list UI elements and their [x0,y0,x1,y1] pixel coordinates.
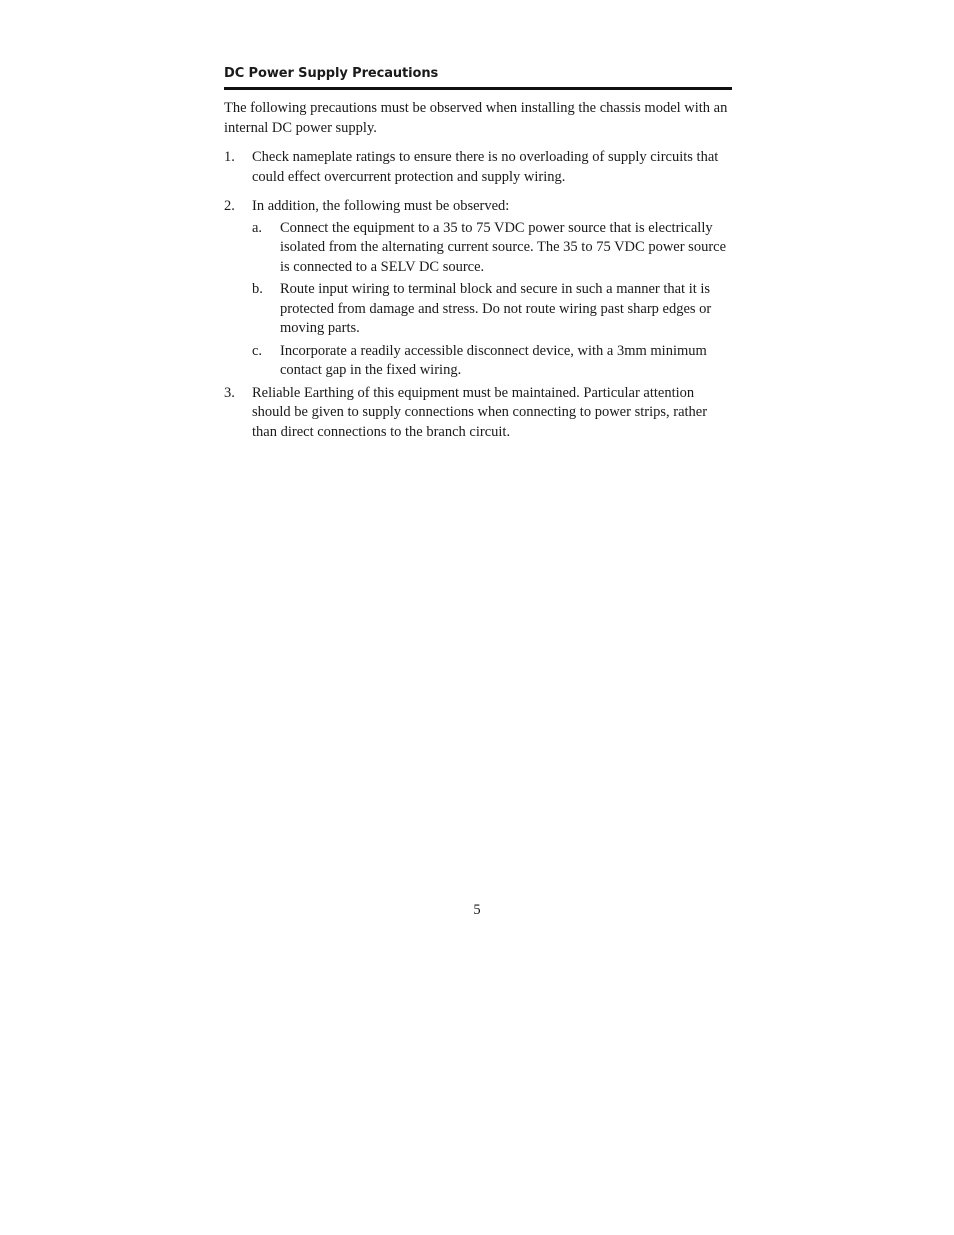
list-item-2 [224,197,732,381]
list-marker: 1. [224,149,235,165]
section-title: DC Power Supply Precautions [224,66,439,81]
list-item-text: In addition, the following must be observed: [252,198,510,214]
list-item-text: Reliable Earthing of this equipment must be maintained. Particular attention should be given to supply connections when connecting to power strips, rather than direct connections to the branch circuit. [252,384,708,440]
title-underline-rule [224,87,732,90]
intro-paragraph: The following precautions must be observed when installing the chassis model with an internal DC power supply. [224,100,728,136]
sub-item-a [252,219,732,278]
sub-item-text: Connect the equipment to a 35 to 75 VDC power source that is electrically isolated from the alternating current source. The 35 to 75 VDC power source is connected to a SELV DC source. [280,219,727,275]
sub-item-b [252,280,732,339]
sub-item-text: Incorporate a readily accessible disconnect device, with a 3mm minimum contact gap in the fixed wiring. [280,342,707,378]
sub-marker: c. [252,342,263,359]
sub-marker: b. [252,281,263,297]
sub-marker: a. [252,219,263,236]
list-item-1 [224,148,732,187]
sub-item-text: Route input wiring to terminal block and secure in such a manner that it is protected from damage and stress. Do not route wiring past sharp edges or moving parts. [280,281,712,336]
page-number: 5 [473,902,481,918]
sub-item-c [252,342,732,381]
list-item-text: Check nameplate ratings to ensure there is no overloading of supply circuits that could effect overcurrent protection and supply wiring. [252,149,719,185]
sub-list [252,219,732,381]
list-marker: 3. [224,384,235,401]
list-marker: 2. [224,198,235,214]
precautions-list [224,148,732,442]
list-item-3 [224,384,732,443]
document-page [224,64,732,452]
